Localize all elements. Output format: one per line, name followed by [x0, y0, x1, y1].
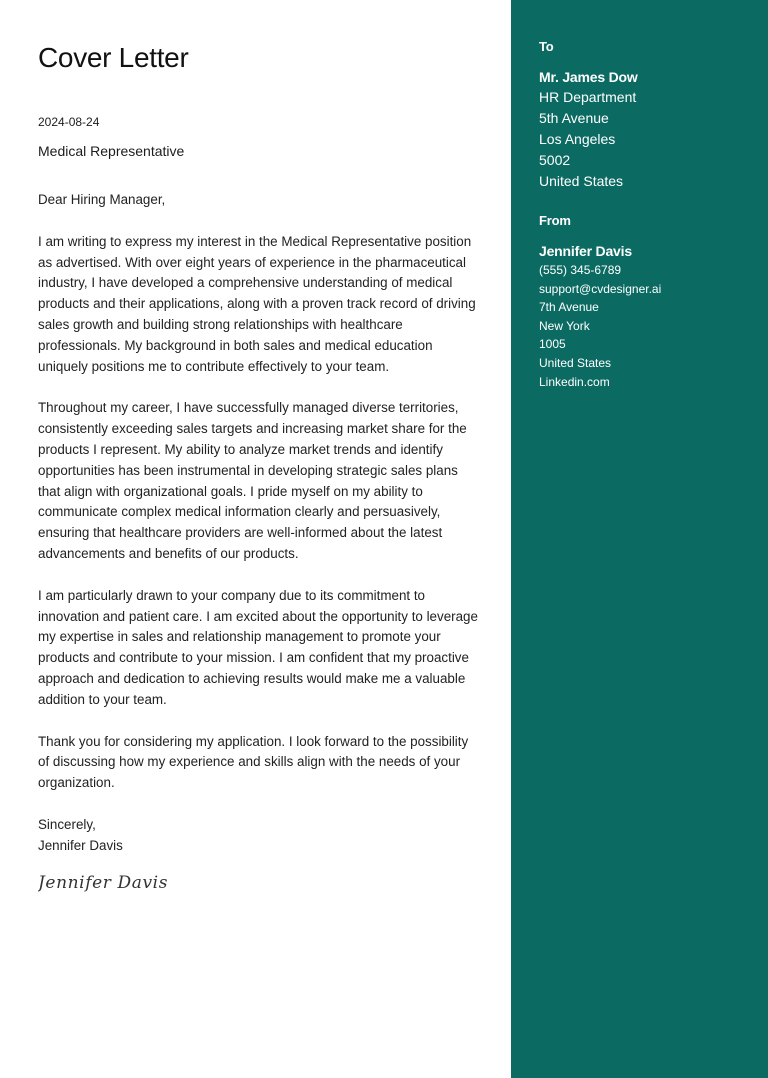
sidebar-content [539, 38, 759, 391]
paragraph-line: opportunities has been instrumental in developing strategic sales plans [38, 462, 458, 478]
sender-street: 7th Avenue [539, 300, 599, 315]
to-heading: To [539, 39, 554, 54]
sender-name: Jennifer Davis [539, 243, 632, 259]
recipient-country: United States [539, 173, 624, 189]
signature-text: Jennifer Davis [38, 873, 169, 893]
salutation: Dear Hiring Manager, [38, 192, 166, 207]
sender-block [539, 241, 759, 391]
letter-date: 2024-08-24 [38, 115, 100, 129]
paragraph-line: ensuring that healthcare providers are well-informed about the latest [38, 525, 443, 541]
letter-body [38, 190, 484, 857]
paragraph-line: advancements and benefits of our products. [38, 545, 299, 561]
handwritten-signature [38, 868, 238, 898]
paragraph-line: addition to your team. [38, 691, 167, 707]
paragraph-line: that align with organizational goals. I pride myself on my ability to [38, 483, 423, 499]
sender-phone: (555) 345-6789 [539, 263, 622, 277]
sender-zip: 1005 [539, 337, 566, 352]
paragraph-line: communicate complex medical information clearly and persuasively, [38, 504, 441, 520]
body-paragraph-3 [38, 586, 484, 711]
paragraph-line: professionals. My background in both sales and medical education [38, 337, 433, 353]
paragraph-line: industry, I have developed a comprehensive understanding of medical [38, 275, 453, 291]
paragraph-line: approach and dedication to achieving results would make me a valuable [38, 670, 466, 686]
job-position: Medical Representative [38, 143, 185, 159]
paragraph-line: sales growth and building strong relationships with healthcare [38, 316, 403, 332]
paragraph-line: Throughout my career, I have successfully managed diverse territories, [38, 400, 459, 416]
sender-email: support@cvdesigner.ai [539, 281, 662, 296]
recipient-block [539, 67, 759, 192]
paragraph-line: products and contribute to your mission. I am confident that my proactive [38, 650, 469, 666]
paragraph-line: products I represent. My ability to analyze market trends and identify [38, 441, 443, 457]
paragraph-line: Thank you for considering my application. I look forward to the possibility [38, 733, 469, 749]
paragraph-line: products and their applications, along with a proven track record of driving [38, 296, 476, 312]
recipient-city: Los Angeles [539, 131, 616, 147]
paragraph-line: consistently exceeding sales targets and increasing market share for the [38, 421, 467, 437]
body-paragraph-1 [38, 232, 484, 378]
paragraph-line: organization. [38, 775, 115, 791]
paragraph-line: uniquely positions me to contribute effectively to your team. [38, 358, 390, 374]
page-title: Cover Letter [38, 42, 189, 73]
from-heading: From [539, 213, 571, 228]
recipient-street: 5th Avenue [539, 110, 609, 126]
paragraph-line: innovation and patient care. I am excited about the opportunity to leverage [38, 608, 478, 624]
contact-sidebar [511, 0, 768, 1078]
sender-country: United States [539, 355, 612, 370]
paragraph-line: my expertise in sales and relationship management to promote your [38, 629, 441, 645]
body-paragraph-4 [38, 732, 484, 794]
recipient-department: HR Department [539, 89, 637, 105]
closing-block [38, 815, 484, 857]
recipient-name: Mr. James Dow [539, 69, 638, 85]
recipient-zip: 5002 [539, 152, 571, 168]
body-paragraph-2 [38, 398, 484, 564]
sender-website: Linkedin.com [539, 374, 610, 389]
paragraph-line: I am particularly drawn to your company due to its commitment to [38, 587, 425, 603]
signer-name: Jennifer Davis [38, 837, 123, 853]
sender-city: New York [539, 318, 590, 333]
paragraph-line: I am writing to express my interest in the Medical Representative position [38, 233, 472, 249]
closing-text: Sincerely, [38, 816, 96, 832]
paragraph-line: of discussing how my experience and skills align with the needs of your [38, 754, 461, 770]
paragraph-line: as advertised. With over eight years of experience in the pharmaceutical [38, 254, 466, 270]
